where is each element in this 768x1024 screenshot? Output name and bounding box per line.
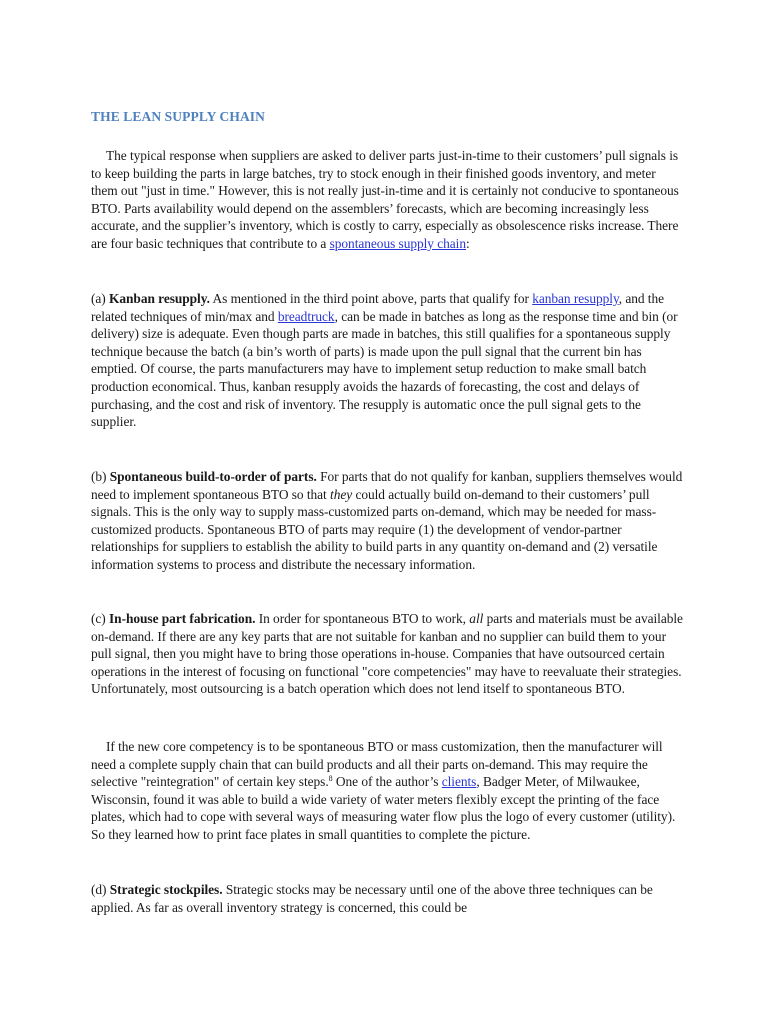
paragraph-strategic-stockpiles	[91, 881, 683, 916]
paragraph-text: :	[466, 235, 470, 251]
section-heading: Spontaneous build-to-order of parts.	[109, 469, 317, 484]
footnote-marker: 8	[328, 774, 333, 784]
section-heading: In-house part fabrication.	[109, 611, 256, 626]
breadtruck-link[interactable]: breadtruck	[277, 308, 335, 324]
paragraph-text: , Badger Meter, of Milwaukee, Wisconsin, found it was able to build a wide variety of water meters flexibly except the printing of the face plates, which had to cope with several ways of measuring water flow plus the logo of every customer (utility). So they learned how to print face plates in small quantities to complete the picture.	[91, 774, 676, 842]
emphasis-text: all	[469, 611, 484, 626]
list-marker: (b)	[91, 469, 110, 484]
paragraph-text: If the new core competency is to be spontaneous BTO or mass customization, then the manufacturer will need a complete supply chain that can build products and all their parts on-demand. This may require the selective "reintegration" of certain key steps.	[91, 739, 663, 790]
emphasis-text: they	[330, 486, 353, 502]
kanban-resupply-link[interactable]: kanban resupply	[532, 291, 619, 306]
paragraph-intro	[91, 147, 683, 253]
paragraph-spontaneous-bto	[91, 468, 683, 574]
spontaneous-supply-chain-link[interactable]: spontaneous supply chain	[329, 235, 467, 251]
paragraph-in-house-fabrication	[91, 610, 683, 698]
paragraph-text: For parts that do not qualify for kanban, suppliers themselves would need to implement spontaneous BTO so that	[91, 469, 683, 502]
paragraph-text: One of the author’s	[332, 774, 442, 790]
paragraph-kanban-resupply	[91, 290, 683, 431]
paragraph-text: , can be made in batches as long as the response time and bin (or delivery) size is adequate. Even though parts are made in batches, this still qualifies for a spontaneous supply technique because the batch (a bin’s worth of parts) is made upon the pull signal that the current bin has emptied. Of course, the parts manufacturers may have to implement setup reduction to make small batch production economical. Thus, kanban resupply avoids the hazards of forecasting, the cost and delays of purchasing, and the cost and risk of inventory. The resupply is automatic once the pull signal gets to the supplier.	[91, 308, 678, 430]
section-heading: Kanban resupply.	[109, 291, 210, 306]
list-marker: (c)	[91, 611, 110, 626]
paragraph-text: The typical response when suppliers are asked to deliver parts just-in-time to their customers’ pull signals is to keep building the parts in large batches, try to stock enough in their finished goods inventory, and meter them out "just in time." However, this is not really just-in-time and it is certainly not conducive to spontaneous BTO. Parts availability would depend on the assemblers’ forecasts, which are becoming increasingly less accurate, and the supplier’s inventory, which is costly to carry, especially as obsolescence risks increase. There are four basic techniques that contribute to a	[91, 148, 679, 251]
paragraph-text: parts and materials must be available on-demand. If there are any key parts that are not suitable for kanban and no supplier can build them to your pull signal, then you might have to bring those operations in-house. Companies that have outsourced certain operations in the interest of focusing on functional "core competencies" may have to reevaluate their strategies. Unfortunately, most outsourcing is a batch operation which does not lend itself to spontaneous BTO.	[91, 611, 683, 697]
paragraph-text: As mentioned in the third point above, parts that qualify for	[209, 291, 533, 306]
list-marker: (d)	[91, 882, 110, 897]
clients-link[interactable]: clients	[441, 774, 477, 790]
section-heading: Strategic stockpiles.	[109, 882, 223, 897]
list-marker: (a)	[91, 291, 110, 306]
paragraph-text: could actually build on-demand to their customers’ pull signals. This is the only way to supply mass-customized parts on-demand, which may be needed for mass-customized products. Spontaneous BTO of parts may require (1) the development of vendor-partner relationships for suppliers to establish the ability to build parts in any quantity on-demand and (2) versatile information systems to process and distribute the necessary information.	[91, 486, 658, 572]
paragraph-core-competency	[91, 738, 683, 844]
paragraph-text: , and the related techniques of min/max and	[91, 291, 665, 324]
paragraph-text: In order for spontaneous BTO to work,	[255, 611, 470, 626]
paragraph-text: Strategic stocks may be necessary until one of the above three techniques can be applied. As far as overall inventory strategy is concerned, this could be	[91, 882, 653, 915]
page-title: THE LEAN SUPPLY CHAIN	[91, 109, 266, 124]
